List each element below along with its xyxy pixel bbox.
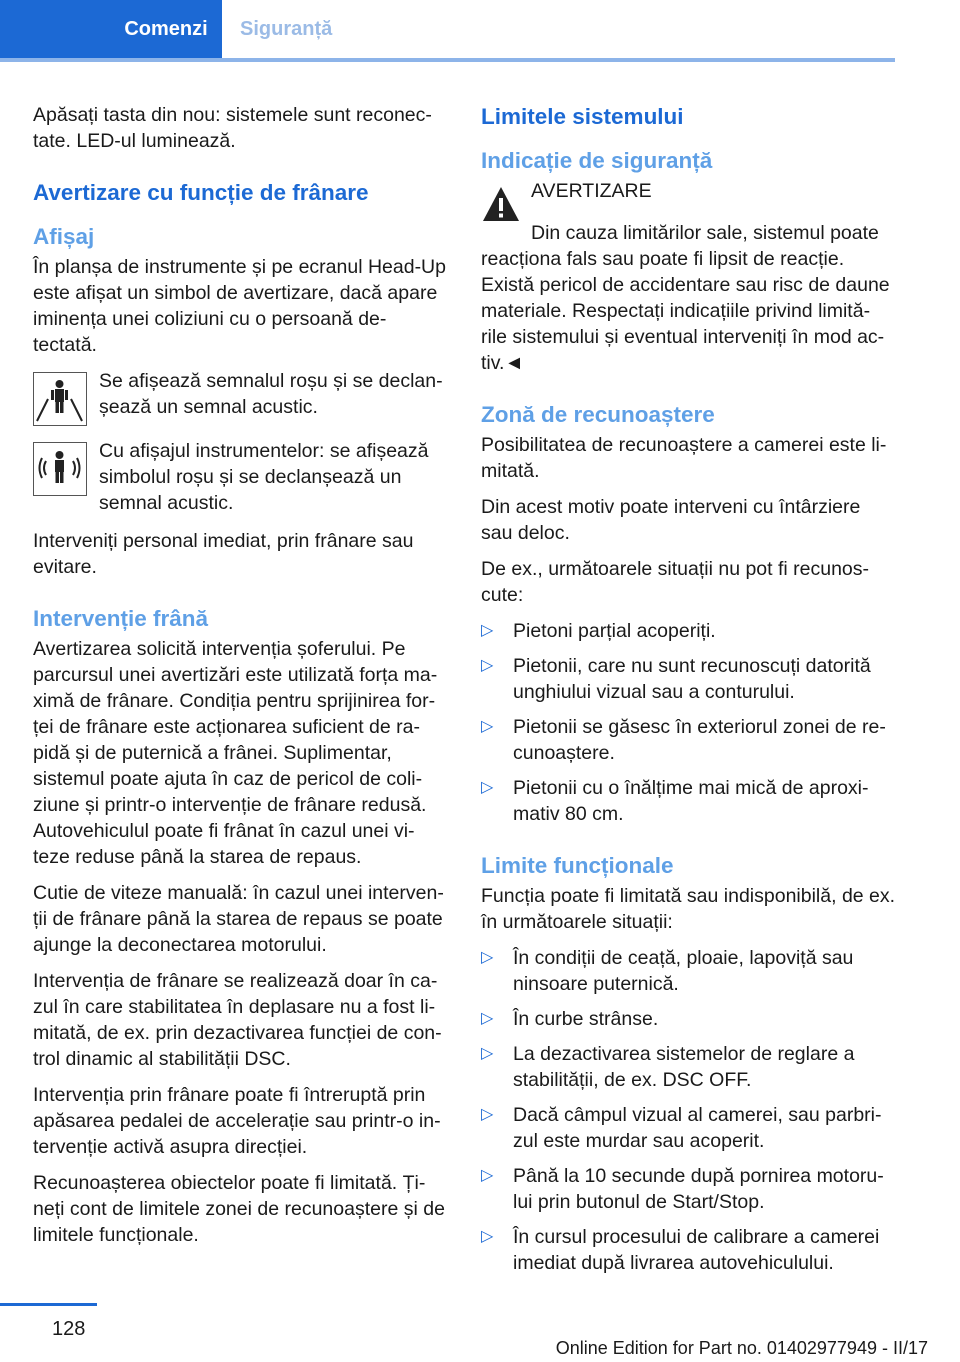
list-item: ▷ În condiții de ceață, ploaie, lapoviță sau ninsoare puternică. (481, 947, 854, 995)
list-item: ▷ Pietonii se găsesc în exteriorul zonei de re‐cunoaștere. (481, 716, 886, 764)
pedestrian-road-icon (33, 372, 87, 426)
bullet-icon: ▷ (481, 1045, 494, 1062)
list-item: ▷ Dacă câmpul vizual al camerei, sau parbri‐zul este murdar sau acoperit. (481, 1104, 882, 1152)
bullet-icon: ▷ (481, 1167, 494, 1184)
bullet-icon: ▷ (481, 622, 494, 639)
tab-siguranta-label: Siguranță (240, 17, 333, 40)
right-column (481, 102, 896, 1286)
header-tabs (0, 0, 895, 62)
icon2-text: Cu afișajul instrumentelor: se afișează simbolul roșu și se declanșează un semnal acustic. (99, 440, 429, 514)
heading-brake-warning: Avertizare cu funcție de frânare (33, 180, 369, 205)
icon1-text: Se afișează semnalul roșu și se declan‐șează un semnal acustic. (99, 370, 443, 418)
warning-label-wrap (531, 178, 652, 224)
list-item: ▷ În cursul procesului de calibrare a camerei imediat după livrarea autovehiculului. (481, 1226, 880, 1274)
bullet-icon: ▷ (481, 657, 494, 674)
brake-paragraph-4: Intervenția prin frânare poate fi întreruptă prin apăsarea pedalei de accelerație sau printr-o in‐tervenție activă asupra direcției. (33, 1084, 441, 1158)
warning-block (481, 178, 896, 224)
page-number: 128 (52, 1318, 86, 1340)
warning-text: Din cauza limitărilor sale, sistemul poate reacționa fals sau poate fi lipsit de reacție. Există pericol de accidentare sau risc de daune materiale. Respectați indicațiile privind limită‐rile sistemului și eventual interveniți în mod ac‐tiv.◄ (481, 222, 890, 374)
header-divider (0, 58, 895, 62)
edition-footer: Online Edition for Part no. 01402977949 - II/17 (555, 1338, 928, 1358)
list-item: ▷ Pietonii cu o înălțime mai mică de aproxi‐mativ 80 cm. (481, 777, 869, 825)
zone-list (481, 618, 896, 827)
list-item: ▷ Până la 10 secunde după pornirea motoru‐lui prin butonul de Start/Stop. (481, 1165, 884, 1213)
brake-paragraph-2: Cutie de viteze manuală: în cazul unei interven‐ții de frânare până la starea de repaus se poate ajunge la deconectarea motorului. (33, 882, 444, 956)
pedestrian-sound-row (33, 438, 448, 516)
zone-paragraph-2: Din acest motiv poate interveni cu întârziere sau deloc. (481, 496, 861, 544)
zone-paragraph-1: Posibilitatea de recunoaștere a camerei este li‐mitată. (481, 434, 887, 482)
tab-siguranta[interactable] (222, 0, 382, 58)
heading-recognition-zone: Zonă de recunoaștere (481, 402, 715, 427)
brake-paragraph-3: Intervenția de frânare se realizează doar în ca‐zul în care stabilitatea în deplasare nu a fost li‐mitată, de ex. prin dezactivarea funcției de con‐trol dinamic al stabilității DSC. (33, 970, 442, 1070)
page-number-bar (0, 1303, 97, 1306)
list-item: ▷ La dezactivarea sistemelor de reglare a stabilității, de ex. DSC OFF. (481, 1043, 855, 1091)
zone-paragraph-3: De ex., următoarele situații nu pot fi recunos‐cute: (481, 558, 870, 606)
intervene-paragraph: Interveniți personal imediat, prin frânare sau evitare. (33, 530, 414, 578)
pedestrian-sound-icon (33, 442, 87, 496)
bullet-icon: ▷ (481, 1106, 494, 1123)
heading-system-limits: Limitele sistemului (481, 104, 684, 129)
heading-display: Afișaj (33, 224, 95, 249)
warning-label: AVERTIZARE (531, 180, 652, 202)
display-paragraph: În planșa de instrumente și pe ecranul Head-Up este afișat un simbol de avertizare, dacă apare iminența unei coliziuni cu o persoană de‐tectată. (33, 256, 446, 356)
brake-paragraph-5: Recunoașterea obiectelor poate fi limitată. Ți‐neți cont de limitele zonei de recunoaștere și de limitele funcționale. (33, 1172, 445, 1246)
tab-comenzi[interactable] (0, 0, 222, 58)
bullet-icon: ▷ (481, 1228, 494, 1245)
list-item: ▷ În curbe strânse. (481, 1008, 659, 1030)
pedestrian-warning-row (33, 368, 448, 426)
list-item: ▷ Pietoni parțial acoperiți. (481, 620, 716, 642)
bullet-icon: ▷ (481, 949, 494, 966)
heading-brake-intervention: Intervenție frână (33, 606, 209, 631)
heading-safety-note: Indicație de siguranță (481, 148, 713, 173)
brake-paragraph-1: Avertizarea solicită intervenția șoferului. Pe parcursul unei avertizări este utilizată forța ma‐ximă de frânare. Condiția pentru sprijinirea for‐ței de frânare este acționarea suficient de ra‐pidă și de puternică a frânei. Suplimentar, sistemul poate ajuta în caz de pericol de coli‐ziune și printr-o intervenție de frânare redusă. Autovehiculul poate fi frânat în cazul unei vi‐teze reduse până la starea de repaus. (33, 638, 438, 868)
bullet-icon: ▷ (481, 779, 494, 796)
func-list (481, 945, 896, 1276)
left-column (33, 102, 448, 1258)
tab-comenzi-label: Comenzi (124, 17, 208, 40)
func-paragraph: Funcția poate fi limitată sau indisponibilă, de ex. în următoarele situații: (481, 885, 896, 933)
heading-functional-limits: Limite funcționale (481, 853, 674, 878)
list-item: ▷ Pietonii, care nu sunt recunoscuți datorită unghiului vizual sau a conturului. (481, 655, 871, 703)
intro-paragraph: Apăsați tasta din nou: sistemele sunt reconec‐tate. LED-ul luminează. (33, 104, 432, 152)
warning-triangle-icon (481, 184, 521, 224)
bullet-icon: ▷ (481, 1010, 494, 1027)
bullet-icon: ▷ (481, 718, 494, 735)
